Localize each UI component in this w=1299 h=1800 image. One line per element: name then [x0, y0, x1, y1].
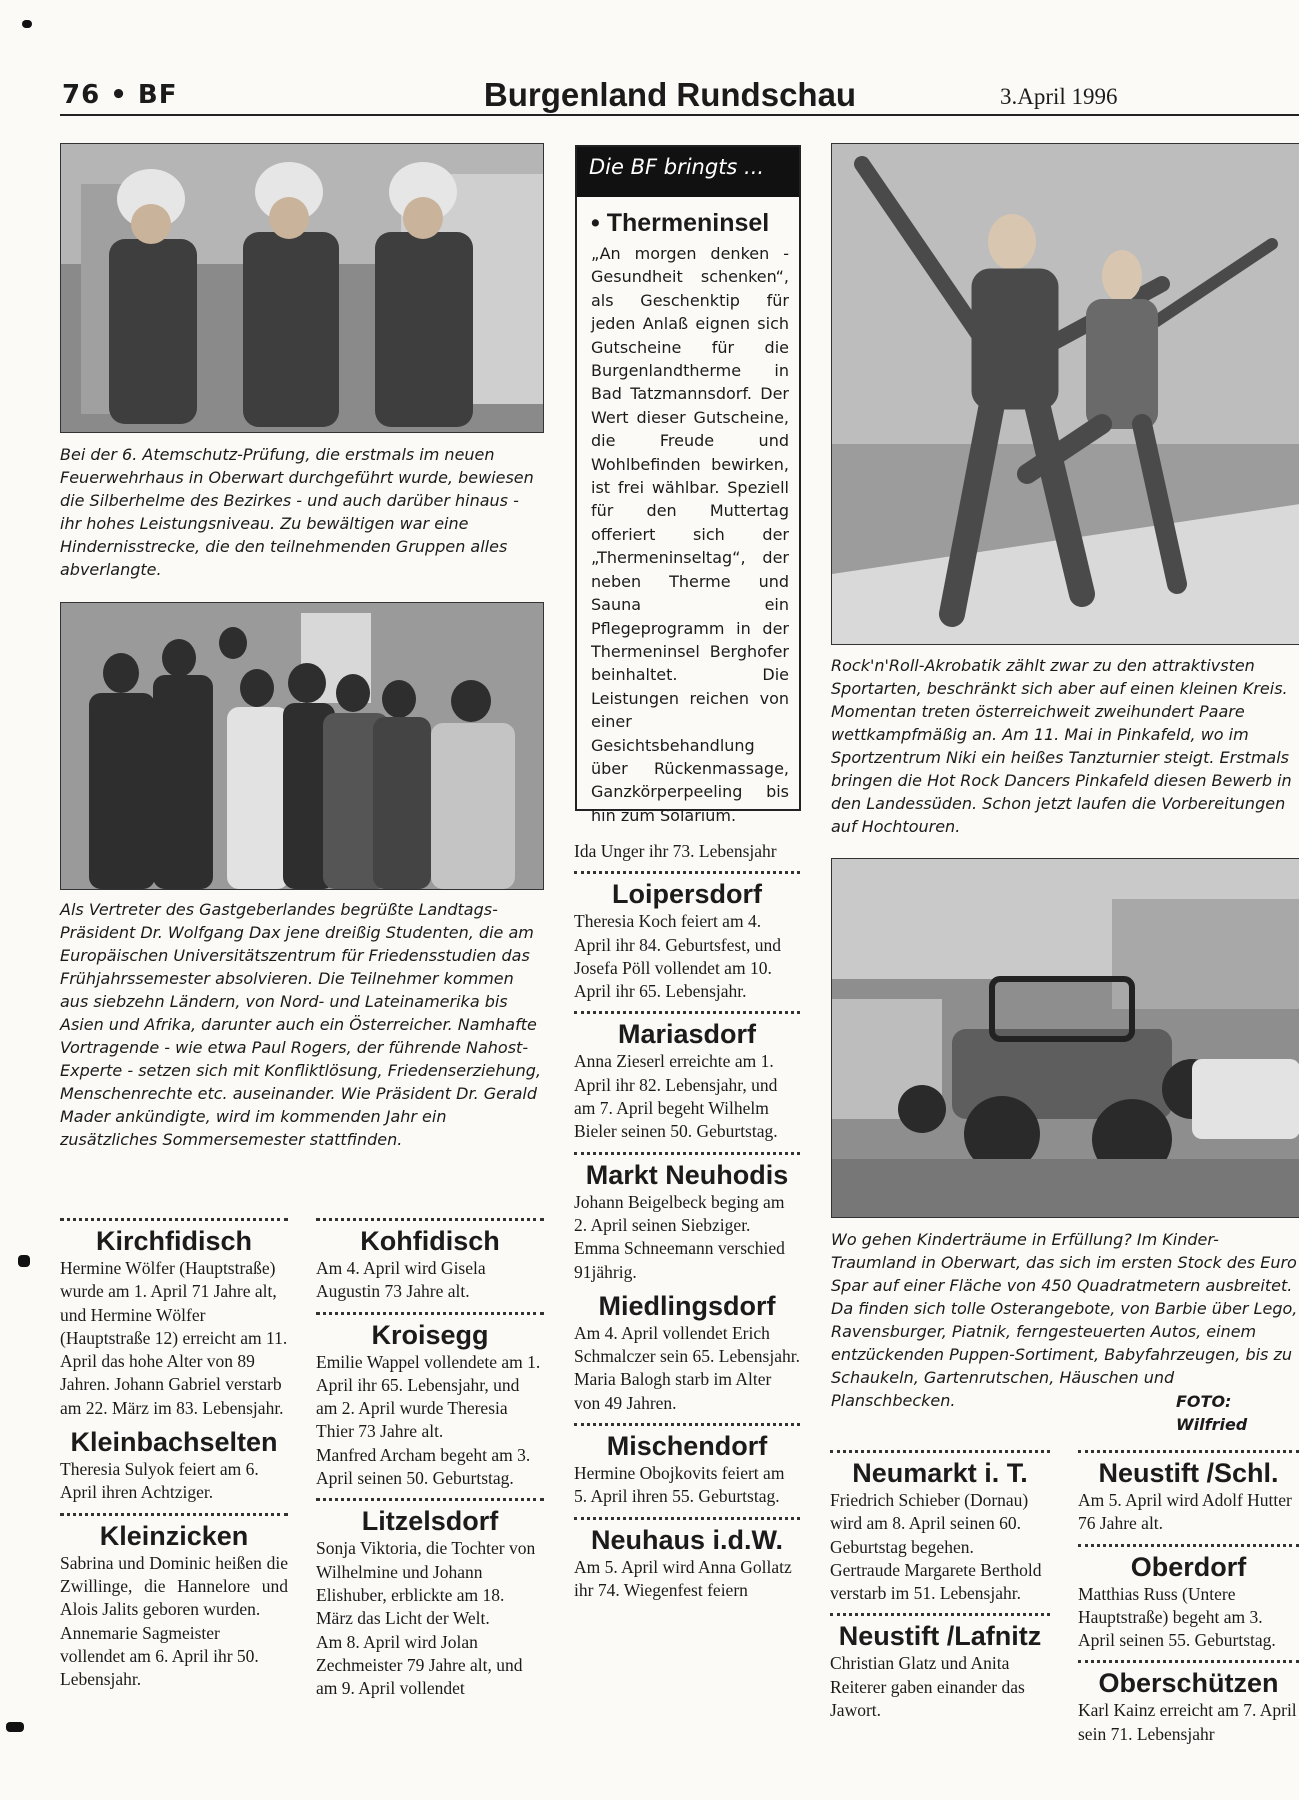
separator — [316, 1218, 544, 1221]
separator — [60, 1513, 288, 1516]
promo-box-header: Die BF bringts ... — [577, 147, 799, 197]
neumarkt-text: Friedrich Schieber (Dornau) wird am 8. April seinen 60. Geburtstag begehen. — [830, 1490, 1029, 1557]
separator — [60, 1218, 288, 1221]
miedlingsdorf-text-2: Maria Balogh starb im Alter von 49 Jahren. — [574, 1369, 772, 1413]
kroisegg-text-2: Manfred Archam begeht am 3. April seinen 50. Geburtstag. — [316, 1444, 531, 1489]
firefighters-photo — [60, 143, 544, 433]
town-neumarkt: Neumarkt i. T. — [852, 1458, 1028, 1488]
town-litzelsdorf: Litzelsdorf — [361, 1506, 499, 1537]
town-mariasdorf: Mariasdorf — [617, 1019, 757, 1050]
dancers-photo — [831, 143, 1299, 645]
toystore-caption: Wo gehen Kinderträume in Erfüllung? Im Kinder-Traumland in Oberwart, das sich im ersten Stock des Euro Spar auf einer Fläche von 450 Quadratmetern ausbreitet. Da finden sich tolle Osterangebote, von Barbie über Lego, Ravensburger, Piatnik, ferngesteuerten Autos, einem entzückenden Puppen-Sortiment, Babyfahrzeugen, bis zu Schaukeln, Gartenrutschen, Häuschen und Planschbecken. — [831, 1230, 1298, 1410]
town-kleinbachselten: Kleinbachselten — [70, 1427, 278, 1458]
separator — [316, 1498, 544, 1501]
separator — [1078, 1544, 1299, 1547]
town-miedlingsdorf: Miedlingsdorf — [598, 1290, 776, 1321]
separator — [830, 1450, 1050, 1453]
town-loipersdorf: Loipersdorf — [611, 879, 762, 910]
dancers-caption: Rock'n'Roll-Akrobatik zählt zwar zu den attraktivsten Sportarten, beschränkt sich aber auf einen kleinen Kreis. Momentan treten österreichweit zweihundert Paare wettkampfmäßig an. Am 11. Mai in Pinkafeld, wo im Sportzentrum Niki ein heißes Tanzturnier steigt. Erstmals bringen die Hot Rock Dancers Pinkafeld diesen Bewerb in den Landessüden. Schon jetzt laufen die Vorbereitungen auf Hochtouren. — [831, 656, 1292, 836]
promo-box-text: „An morgen denken - Gesundheit schenken“, als Geschenktip für jeden Anlaß eignen sich Gutscheine für die Burgenlandtherme in Bad Tatzmannsdorf. Der Wert dieser Gutscheine, die Freude und Wohlbefinden bewirken, ist frei wählbar. Speziell für den Muttertag offeriert sich der „Thermeninseltag“, der neben Therme und Sauna ein Pflegeprogramm in der Thermeninsel Berghofer beinhaltet. Die Leistungen reichen von einer Gesichtsbehandlung über Rückenmassage, Ganzkörperpeeling bis hin zum Solarium. — [591, 244, 789, 825]
oberschuetzen-text: Karl Kainz erreicht am 7. April sein 71. Lebensjahr — [1078, 1700, 1297, 1744]
town-markt-neuhodis: Markt Neuhodis — [585, 1159, 789, 1190]
newspaper-title: Burgenland Rundschau — [483, 76, 857, 113]
neumarkt-text-2: Gertraude Margarete Berthold verstarb im 51. Lebensjahr. — [830, 1559, 1042, 1604]
neustift-schl-text: Am 5. April wird Adolf Hutter 76 Jahre alt. — [1078, 1490, 1292, 1534]
promo-box-title: • Thermeninsel — [591, 209, 770, 237]
separator — [574, 1423, 800, 1426]
town-oberdorf: Oberdorf — [1130, 1551, 1247, 1582]
separator — [830, 1613, 1050, 1616]
town-neuhaus: Neuhaus i.d.W. — [590, 1524, 784, 1555]
town-kroisegg: Kroisegg — [371, 1319, 489, 1350]
town-oberschuetzen: Oberschützen — [1098, 1668, 1279, 1699]
neustift-lafnitz-text: Christian Glatz und Anita Reiterer gaben einander das Jawort. — [830, 1653, 1025, 1721]
town-kohfidisch: Kohfidisch — [360, 1226, 500, 1256]
toystore-photo — [831, 858, 1299, 1218]
scan-mark — [22, 20, 32, 28]
kleinzicken-text-2: Annemarie Sagmeister vollendet am 6. April ihr 50. Lebensjahr. — [60, 1622, 259, 1690]
loipersdorf-text: Theresia Koch feiert am 4. April ihr 84. Geburtsfest, und Josefa Pöll vollendet am 10. April ihr 65. Lebensjahr. — [574, 911, 782, 1002]
separator — [1078, 1660, 1299, 1663]
mariasdorf-text: Anna Zieserl erreichte am 1. April ihr 82. Lebensjahr, und am 7. April begeht Wilhelm Bieler seinen 50. Geburtstag. — [574, 1051, 778, 1142]
separator — [574, 871, 800, 874]
markt-neuhodis-text: Johann Beigelbeck beging am 2. April seinen Siebziger. — [574, 1191, 785, 1235]
separator — [316, 1312, 544, 1315]
neuhaus-text: Am 5. April wird Anna Gollatz ihr 74. Wiegenfest feiern — [574, 1556, 792, 1600]
kirchfidisch-text: Hermine Wölfer (Hauptstraße) wurde am 1. April 71 Jahre alt, und Hermine Wölfer (Hauptstraße 12) erreicht am 11. April das hohe Alter von 89 Jahren. Johann Gabriel verstarb am 22. März im 83. Lebensjahr. — [60, 1258, 288, 1418]
miedlingsdorf-text: Am 4. April vollendet Erich Schmalczer sein 65. Lebensjahr. — [574, 1322, 800, 1367]
mischendorf-text: Hermine Obojkovits feiert am 5. April ihren 55. Geburtstag. — [574, 1463, 785, 1507]
separator — [574, 1152, 800, 1155]
separator — [574, 1517, 800, 1520]
firefighters-caption: Bei der 6. Atemschutz-Prüfung, die erstmals im neuen Feuerwehrhaus in Oberwart durchgeführt wurde, bewiesen die Silberhelme des Bezirkes - und auch darüber hinaus - ihr hohes Leistungsniveau. Zu bewältigen war eine Hindernisstrecke, die den teilnehmenden Gruppen alles abverlangte. — [60, 445, 534, 579]
kleinbachselten-text: Theresia Sulyok feiert am 6. April ihren Achtziger. — [60, 1459, 259, 1503]
oberdorf-text: Matthias Russ (Untere Hauptstraße) begeht am 3. April seinen 55. Geburtstag. — [1078, 1583, 1276, 1651]
town-kleinzicken: Kleinzicken — [99, 1520, 249, 1551]
kohfidisch-text: Am 4. April wird Gisela Augustin 73 Jahre alt. — [316, 1258, 486, 1302]
town-neustift-schl: Neustift /Schl. — [1098, 1458, 1279, 1488]
scan-mark — [18, 1255, 30, 1267]
separator — [1078, 1450, 1299, 1453]
page-label: 76 • BF — [62, 80, 178, 110]
issue-date: 3.April 1996 — [1000, 84, 1118, 109]
scan-mark — [6, 1722, 24, 1732]
kroisegg-text: Emilie Wappel vollendete am 1. April ihr 65. Lebensjahr, und am 2. April wurde Theresia Thier 73 Jahre alt. — [316, 1351, 541, 1442]
students-caption: Als Vertreter des Gastgeberlandes begrüßte Landtags-Präsident Dr. Wolfgang Dax jene dreißig Studenten, die am Europäischen Universitätszentrum für Friedensstudien das Frühjahrssemester absolvieren. Die Teilnehmer kommen aus siebzehn Ländern, von Nord- und Lateinamerika bis Asien und Afrika, darunter auch ein Österreicher. Namhafte Vortragende - wie etwa Paul Rogers, der führende Nahost-Experte - setzen sich mit Konfliktlösung, Friedenserziehung, Menschenrechte etc. auseinander. Wie Präsident Dr. Gerald Mader ankündigte, wird im kommenden Jahr ein zusätzliches Sommersemester stattfinden. — [60, 900, 542, 1149]
separator — [574, 1011, 800, 1014]
continued-text: Ida Unger ihr 73. Lebensjahr — [574, 841, 777, 861]
markt-neuhodis-text-2: Emma Schneemann verschied 91jährig. — [574, 1238, 785, 1282]
photo-credit: FOTO: Wilfried — [1176, 1392, 1248, 1434]
litzelsdorf-text: Sonja Viktoria, die Tochter von Wilhelmine und Johann Elishuber, erblickte am 18. März das Licht der Welt. — [316, 1538, 536, 1629]
town-mischendorf: Mischendorf — [606, 1431, 768, 1462]
litzelsdorf-text-2: Am 8. April wird Jolan Zechmeister 79 Jahre alt, und am 9. April vollendet — [316, 1631, 523, 1699]
town-kirchfidisch: Kirchfidisch — [95, 1226, 253, 1256]
header-rule — [60, 114, 1299, 116]
kleinzicken-text: Sabrina und Dominic heißen die Zwillinge, die Hannelore und Alois Jalits geboren wurden. — [60, 1552, 288, 1620]
promo-box — [575, 145, 801, 825]
students-photo — [60, 602, 544, 890]
town-neustift-lafnitz: Neustift /Lafnitz — [838, 1621, 1042, 1652]
